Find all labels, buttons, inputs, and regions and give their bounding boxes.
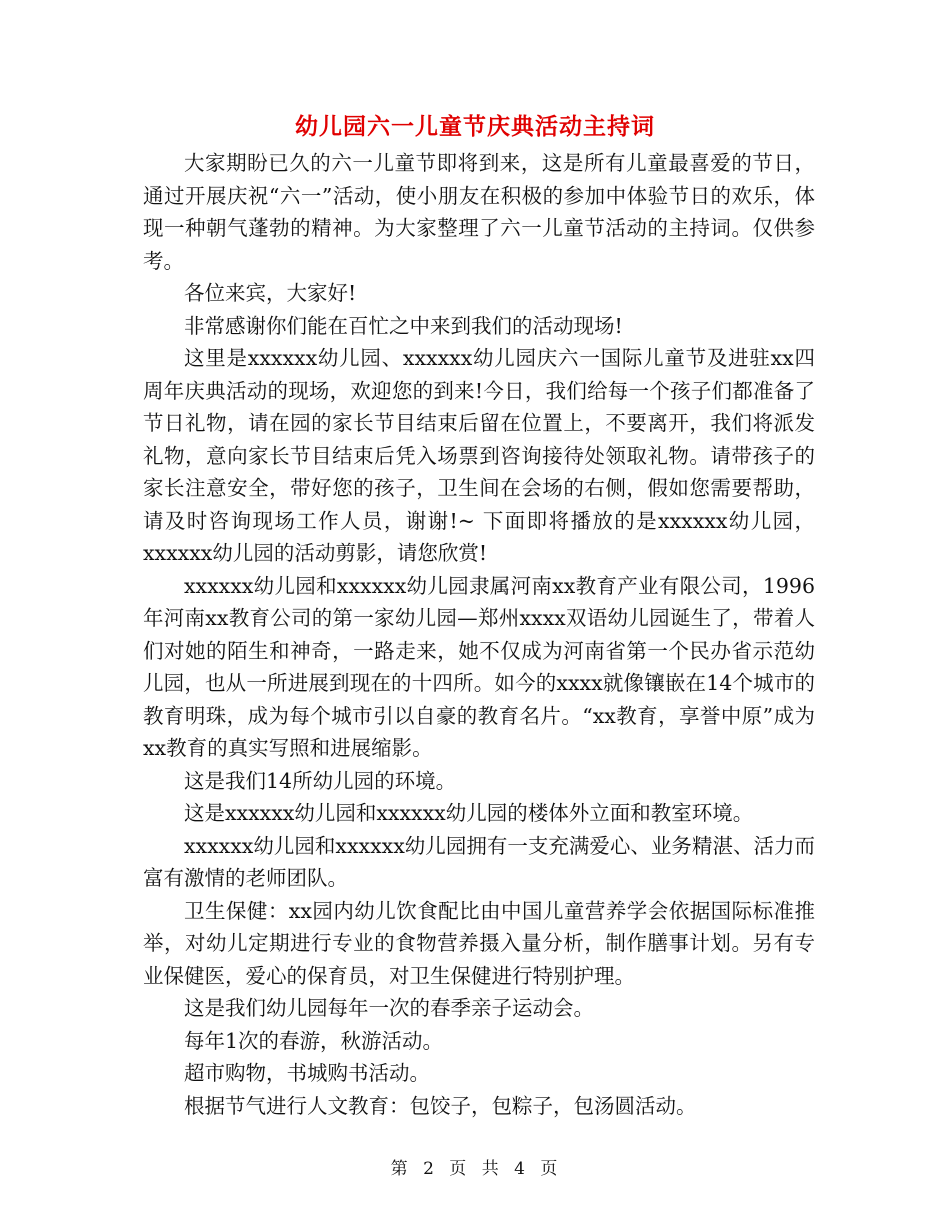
paragraph-health: 卫生保健：xx园内幼儿饮食配比由中国儿童营养学会依据国际标准推举，对幼儿定期进行专业的食物营养摄入量分析，制作膳事计划。另有专业保健医，爱心的保育员，对卫生保健进行特别护理。 (143, 898, 815, 988)
paragraph-welcome: 这里是xxxxxx幼儿园、xxxxxx幼儿园庆六一国际儿童节及进驻xx四周年庆典活动的现场，欢迎您的到来!今日，我们给每一个孩子们都准备了节日礼物，请在园的家长节目结束后留在位置上，不要离开，我们将派发礼物，意向家长节目结束后凭入场票到咨询接待处领取礼物。请带孩子的家长注意安全，带好您的孩子，卫生间在会场的右侧，假如您需要帮助，请及时咨询现场工作人员，谢谢!~ 下面即将播放的是xxxxxx幼儿园，xxxxxx幼儿园的活动剪影，请您欣赏! (143, 346, 815, 565)
paragraph-thanks: 非常感谢你们能在百忙之中来到我们的活动现场! (184, 313, 623, 338)
paragraph-greeting: 各位来宾，大家好! (184, 281, 357, 305)
document-body (143, 147, 815, 1122)
document-title: 幼儿园六一儿童节庆典活动主持词 (295, 113, 655, 140)
paragraph-company-history: xxxxxx幼儿园和xxxxxx幼儿园隶属河南xx教育产业有限公司，1996年河南xx教育公司的第一家幼儿园—郑州xxxx双语幼儿园诞生了，带着人们对她的陌生和神奇，一路走来，她不仅成为河南省第一个民办省示范幼儿园，也从一所进展到现在的十四所。如今的xxxx就像镶嵌在14个城市的教育明珠，成为每个城市引以自豪的教育名片。“xx教育，享誉中原”成为xx教育的真实写照和进展缩影。 (143, 573, 815, 760)
paragraph-building: 这是xxxxxx幼儿园和xxxxxx幼儿园的楼体外立面和教室环境。 (184, 801, 754, 825)
paragraph-environment: 这是我们14所幼儿园的环境。 (184, 768, 457, 793)
paragraph-outings: 每年1次的春游，秋游活动。 (184, 1028, 444, 1053)
paragraph-culture: 根据节气进行人文教育：包饺子，包粽子，包汤圆活动。 (184, 1093, 697, 1118)
paragraph-shopping: 超市购物，书城购书活动。 (184, 1061, 430, 1085)
page-footer: 第 2 页 共 4 页 (390, 1159, 560, 1179)
paragraph-sports-meet: 这是我们幼儿园每年一次的春季亲子运动会。 (184, 996, 594, 1020)
paragraph-intro: 大家期盼已久的六一儿童节即将到来，这是所有儿童最喜爱的节日，通过开展庆祝“六一”活动，使小朋友在积极的参加中体验节日的欢乐，体现一种朝气蓬勃的精神。为大家整理了六一儿童节活动的主持词。仅供参考。 (143, 151, 815, 273)
paragraph-teachers: xxxxxx幼儿园和xxxxxx幼儿园拥有一支充满爱心、业务精湛、活力而富有激情的老师团队。 (143, 833, 815, 890)
